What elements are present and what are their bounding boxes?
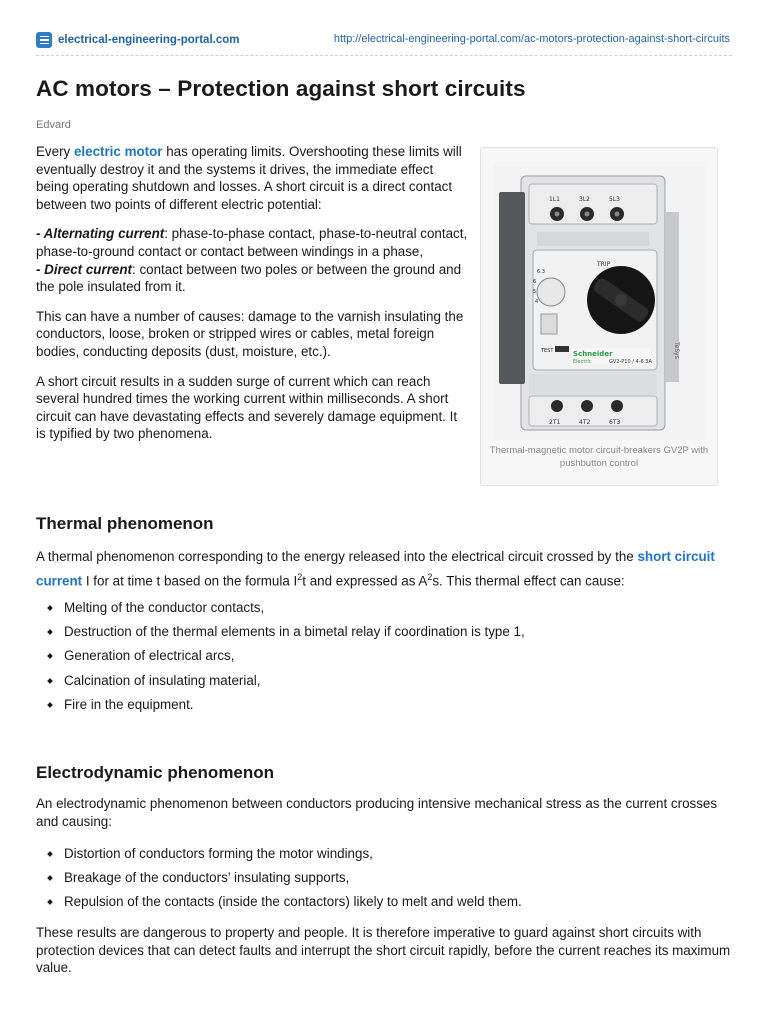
electrodynamic-paragraph: An electrodynamic phenomenon between conductors producing intensive mechanical stress as the current crosses and causing: (36, 796, 718, 829)
scale-value: 4 (535, 299, 539, 305)
figure-box (480, 147, 718, 486)
intro-paragraph-1 (36, 143, 468, 213)
scale-value: 5 (533, 289, 537, 295)
dc-text: : contact between two poles or between the ground and the pole insulated from it. (36, 261, 462, 295)
circuit-breaker-image (493, 162, 705, 440)
superscript: 2 (427, 572, 433, 582)
text-run: s. This thermal effect can cause: (432, 573, 625, 589)
electrodynamic-heading: Electrodynamic phenomenon (36, 763, 275, 782)
list-item: Breakage of the conductors’ insulating supports, (36, 869, 726, 893)
thermal-paragraph (36, 546, 732, 591)
side-label: TeSys (673, 342, 680, 359)
terminal-label-top: 1L1 (549, 196, 560, 203)
list-item: Calcination of insulating material, (36, 672, 726, 696)
text-run: t and expressed as A (302, 573, 428, 589)
intro-paragraph-2 (36, 225, 468, 295)
electrodynamic-effects-list (36, 845, 726, 918)
site-link[interactable] (36, 32, 240, 48)
text-run: Every (36, 144, 74, 159)
scale-value: 6 (533, 279, 537, 285)
list-item: Distortion of conductors forming the motor windings, (36, 845, 726, 869)
header-bar (36, 32, 732, 56)
scale-value: 6.3 (537, 269, 545, 275)
superscript: 2 (297, 572, 303, 582)
terminal-label-bottom: 6T3 (609, 419, 621, 426)
test-label: TEST (541, 348, 554, 354)
closing-paragraph: These results are dangerous to property and people. It is therefore imperative to guard against short circuits with protection devices that can detect faults and interrupt the short circuit rapidly, before the current reaches its maximum value. (36, 925, 731, 976)
model-label: GV2-P10 / 4-6.3A (609, 359, 652, 365)
page-url-link[interactable]: http://electrical-engineering-portal.com/ac-motors-protection-against-short-circuits (333, 33, 730, 45)
text-run: has operating limits. Overshooting these limits will eventually destroy it and the systems it drives, the immediate effect being operating shutdown and losses. A short circuit is a direct contact between two points of different electric potential: (36, 144, 462, 212)
text-run: A thermal phenomenon corresponding to the energy released into the electrical circuit crossed by the (36, 549, 638, 564)
short-circuit-current-link[interactable]: short circuit current (36, 549, 715, 589)
brand-name: Schneider (573, 350, 613, 358)
menu-list-icon (36, 32, 52, 48)
list-item: Destruction of the thermal elements in a bimetal relay if coordination is type 1, (36, 623, 726, 647)
terminal-label-bottom: 4T2 (579, 419, 591, 426)
ac-text: : phase-to-phase contact, phase-to-neutral contact, phase-to-ground contact or contact between windings in a phase, (36, 226, 468, 259)
terminal-label-bottom: 2T1 (549, 419, 561, 426)
list-item: Repulsion of the contacts (inside the contactors) likely to melt and weld them. (36, 893, 726, 917)
electric-motor-link[interactable]: electric motor (73, 144, 163, 159)
header-divider (36, 55, 732, 56)
page-title: AC motors – Protection against short circuits (36, 76, 526, 101)
dc-label: - Direct current (36, 261, 132, 277)
terminal-label-top: 3L2 (579, 196, 590, 203)
figure-caption: Thermal-magnetic motor circuit-breakers GV2P with pushbutton control (489, 445, 709, 469)
list-item: Fire in the equipment. (36, 696, 726, 720)
thermal-heading: Thermal phenomenon (36, 514, 214, 533)
author-name: Edvard (36, 119, 71, 131)
intro-paragraph-4: A short circuit results in a sudden surge of current which can reach several hundred times the working current within milliseconds. A short circuit can have devastating effects and severely damage equipment. It is typified by two phenomena. (36, 373, 458, 442)
brand-sub: Electric (573, 359, 592, 365)
site-name[interactable]: electrical-engineering-portal.com (58, 34, 240, 46)
thermal-effects-list (36, 599, 726, 720)
list-item: Melting of the conductor contacts, (36, 599, 726, 623)
list-item: Generation of electrical arcs, (36, 647, 726, 671)
terminal-label-top: 5L3 (609, 196, 620, 203)
intro-text (36, 143, 468, 455)
ac-label: - Alternating current (36, 226, 165, 242)
text-run: I for at time t based on the formula I (82, 573, 298, 589)
intro-paragraph-3: This can have a number of causes: damage to the varnish insulating the conductors, loose, broken or stripped wires or cables, metal foreign bodies, conducting deposits (dust, moisture, etc.). (36, 308, 464, 359)
trip-label: TRIP (597, 261, 611, 268)
